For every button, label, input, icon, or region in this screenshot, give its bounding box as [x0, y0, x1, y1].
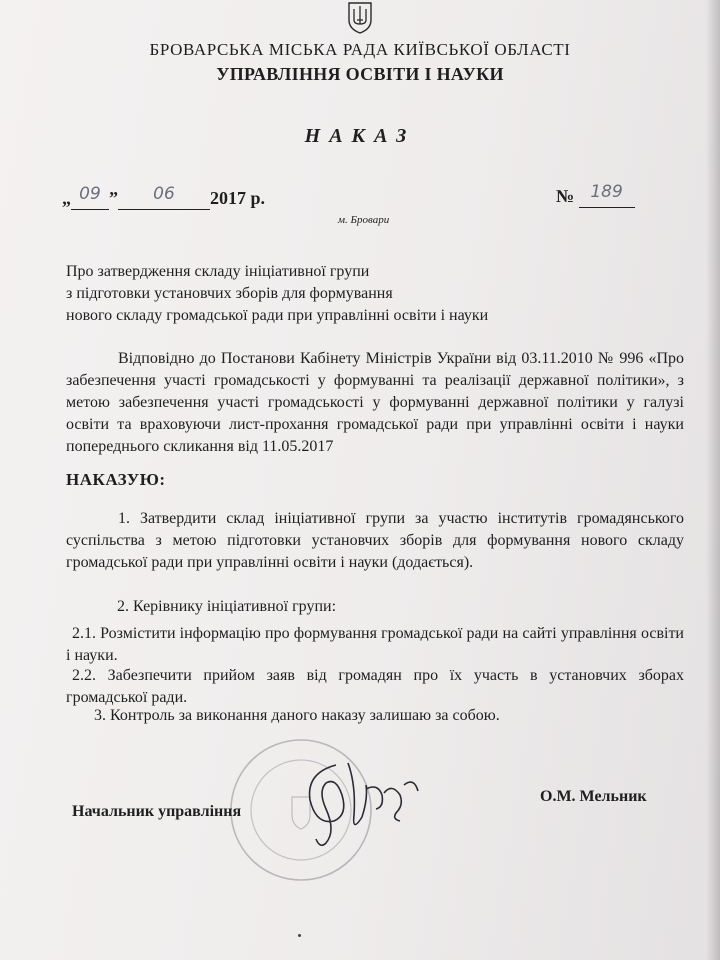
signatory-name: О.М. Мельник — [540, 788, 647, 805]
preamble-paragraph: Відповідно до Постанови Кабінету Міністрів України від 03.11.2010 № 996 «Про забезпечення участі громадськості у формуванні та реалізації державної політики», з метою забезпечення участі громадськості у формуванні державної політики у галузі освіти та враховуючи лист-прохання громадської ради при управлінні освіти і науки попереднього скликання від 11.05.2017 — [66, 350, 684, 455]
order-item-2-1: 2.1. Розмістити інформацію про формування громадської ради на сайті управління освіти і науки. — [66, 625, 684, 664]
subject-line: нового складу громадської ради при управлінні освіти і науки — [66, 307, 489, 324]
date-year: 2017 р. — [210, 188, 266, 208]
order-date: „ 09 ” 06 2017 р. — [62, 184, 266, 208]
order-directive-heading: НАКАЗУЮ: — [66, 470, 166, 489]
order-city: м. Бровари — [338, 214, 390, 226]
order-number-value: 189 — [579, 186, 635, 208]
council-name: БРОВАРСЬКА МІСЬКА РАДА КИЇВСЬКОЇ ОБЛАСТІ — [149, 40, 571, 59]
date-day: 09 — [71, 188, 109, 210]
subject-line: Про затвердження складу ініціативної групи — [66, 263, 370, 280]
order-subject — [66, 261, 488, 327]
page-mark — [298, 934, 301, 937]
department-name: УПРАВЛІННЯ ОСВІТИ І НАУКИ — [216, 64, 504, 84]
order-title: НАКАЗ — [304, 125, 416, 147]
handwritten-signature — [296, 755, 426, 850]
trident-coat-of-arms-icon — [343, 0, 377, 34]
order-item-2: 2. Керівнику ініціативної групи: — [117, 598, 337, 615]
order-item-1: 1. Затвердити склад ініціативної групи за участю інститутів громадянського суспільства з метою підготовки установчих зборів для формування нового складу громадської ради при управлінні освіти і науки (додається). — [66, 510, 684, 571]
order-item-3: 3. Контроль за виконання даного наказу залишаю за собою. — [94, 707, 500, 724]
order-number: № 189 — [556, 186, 635, 208]
subject-line: з підготовки установчих зборів для формування — [66, 285, 393, 302]
order-item-2-2: 2.2. Забезпечити прийом заяв від громадян про їх участь в установчих зборах громадської ради. — [66, 667, 684, 706]
date-month: 06 — [118, 188, 210, 210]
signatory-position: Начальник управління — [72, 803, 242, 820]
